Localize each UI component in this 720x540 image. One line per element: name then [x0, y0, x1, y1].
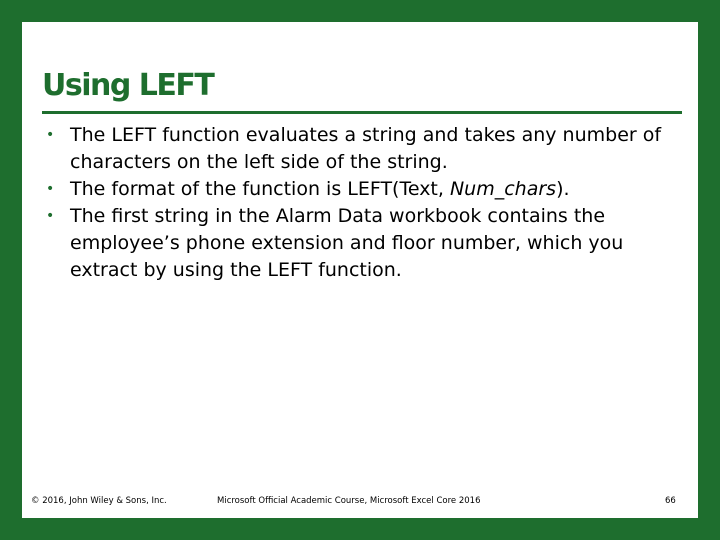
bullet-text-end: ). — [556, 178, 570, 200]
bullet-italic-text: Num_chars — [449, 178, 557, 200]
bullet-text: The first string in the Alarm Data workbook contains the employee’s phone extension and floor number, which you extract by using the LEFT function. — [70, 205, 624, 281]
page-number: 66 — [665, 496, 676, 506]
slide-title: Using LEFT — [42, 68, 214, 103]
title-divider — [42, 111, 682, 114]
bullet-text: The format of the function is LEFT(Text, — [70, 178, 450, 200]
bullet-item — [42, 176, 672, 203]
bullet-item — [42, 203, 672, 284]
bullet-text: The LEFT function evaluates a string and takes any number of characters on the left side of the string. — [70, 124, 662, 173]
bullet-list — [42, 122, 672, 284]
bullet-icon: • — [46, 127, 55, 143]
footer-copyright: © 2016, John Wiley & Sons, Inc. — [31, 496, 167, 506]
slide — [22, 22, 698, 518]
footer-course: Microsoft Official Academic Course, Microsoft Excel Core 2016 — [217, 496, 481, 506]
bullet-item — [42, 122, 672, 176]
bullet-icon: • — [46, 181, 55, 197]
bullet-icon: • — [46, 208, 55, 224]
